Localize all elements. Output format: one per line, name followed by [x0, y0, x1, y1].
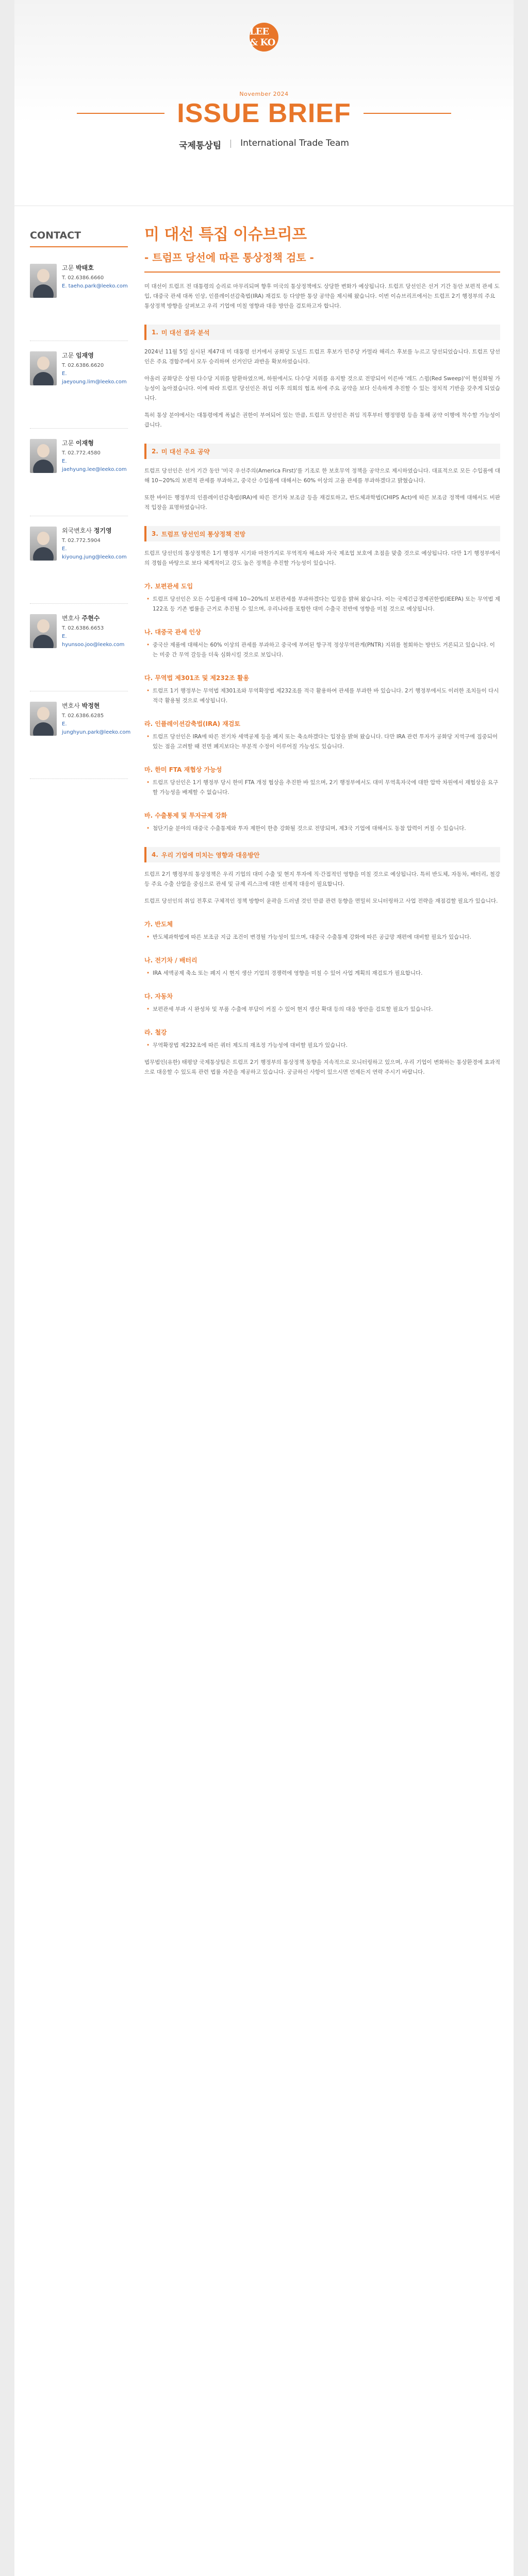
- contact-card: [30, 434, 128, 516]
- contact-person: 정기영: [93, 527, 112, 534]
- subsection-text: • 트럼프 당선인은 IRA에 따른 전기차 세액공제 등을 폐지 또는 축소하겠다는 입장을 밝혀 왔습니다. 다만 IRA 관련 투자가 공화당 지역구에 집중되어 있는 점을 고려할 때 전면 폐지보다는 부분적 수정이 이루어질 가능성도 있습니다.: [144, 732, 500, 752]
- section-number: 4.: [152, 851, 158, 858]
- contact-phone: T. 02.6386.6620: [62, 363, 104, 368]
- contact-list: [30, 259, 131, 779]
- section-heading: [144, 325, 500, 340]
- contact-phone: T. 02.6386.6660: [62, 275, 104, 281]
- section-paragraph: 특히 통상 분야에서는 대통령에게 폭넓은 권한이 부여되어 있는 만큼, 트럼프 당선인은 취임 직후부터 행정명령 등을 통해 공약 이행에 착수할 가능성이 큽니다.: [144, 412, 500, 428]
- subsection-heading: 나. 대중국 관세 인상: [144, 629, 201, 636]
- contact-card: [30, 521, 128, 604]
- section-paragraph: 트럼프 당선인의 통상정책은 1기 행정부 시기와 마찬가지로 무역적자 해소와 자국 제조업 보호에 초점을 맞출 것으로 예상됩니다. 다만 1기 행정부에서의 경험을 바탕으로 보다 체계적이고 강도 높은 정책을 추진할 가능성이 있습니다.: [144, 550, 500, 566]
- contact-photo: [30, 351, 57, 385]
- subsection-heading: 다. 무역법 제301조 및 제232조 활용: [144, 674, 250, 682]
- contact-photo: [30, 264, 57, 298]
- contact-email[interactable]: E. taeho.park@leeko.com: [62, 283, 128, 289]
- contact-photo: [30, 527, 57, 561]
- contact-name: [62, 351, 128, 360]
- subsection-text: • 무역확장법 제232조에 따른 쿼터 제도의 재조정 가능성에 대비할 필요가 있습니다.: [144, 1041, 500, 1050]
- team-name-kr: 국제통상팀: [179, 141, 222, 151]
- contact-card: [30, 609, 128, 691]
- contact-card: [30, 346, 128, 429]
- contact-role: 외국변호사: [62, 527, 92, 534]
- section-number: 2.: [152, 448, 158, 455]
- contact-name: [62, 527, 128, 535]
- contact-role: 고문: [62, 264, 74, 272]
- article-subtitle: - 트럼프 당선에 따른 통상정책 검토 -: [144, 249, 500, 273]
- subsection-text: • 트럼프 1기 행정부는 무역법 제301조와 무역확장법 제232조를 적극 활용하여 관세를 부과한 바 있습니다. 2기 행정부에서도 이러한 조치들이 다시 적극 활용될 것으로 예상됩니다.: [144, 686, 500, 706]
- logo-text: LEE & KO: [250, 26, 275, 48]
- contact-info: [62, 702, 130, 778]
- contact-info: [62, 439, 128, 516]
- closing-paragraph: 법무법인(유한) 태평양 국제통상팀은 트럼프 2기 행정부의 통상정책 동향을 지속적으로 모니터링하고 있으며, 우리 기업이 변화하는 통상환경에 효과적으로 대응할 수 있도록 관련 법률 자문을 제공하고 있습니다. 궁금하신 사항이 있으시면 언제든지 연락 주시기 바랍니다.: [144, 1059, 500, 1075]
- content-area: [14, 206, 514, 2576]
- subsection-text: • IRA 세액공제 축소 또는 폐지 시 현지 생산 기업의 경쟁력에 영향을 미칠 수 있어 사업 계획의 재검토가 필요합니다.: [144, 969, 500, 978]
- contact-email[interactable]: E. jaehyung.lee@leeko.com: [62, 459, 127, 472]
- contact-name: [62, 264, 128, 272]
- section-heading: [144, 847, 500, 862]
- team-subtitle: [14, 138, 514, 151]
- contact-email[interactable]: E. hyunsoo.joo@leeko.com: [62, 634, 125, 648]
- subsection-heading: 다. 자동차: [144, 993, 173, 1000]
- subsection-heading: 가. 보편관세 도입: [144, 583, 193, 590]
- subsection-text: • 반도체과학법에 따른 보조금 지급 조건이 변경될 가능성이 있으며, 대중국 수출통제 강화에 따른 공급망 재편에 대비할 필요가 있습니다.: [144, 933, 500, 942]
- contact-person: 이재형: [76, 439, 94, 447]
- newsletter: [14, 0, 514, 2576]
- contact-phone: T. 02.6386.6653: [62, 625, 104, 631]
- subsection-text: • 중국산 제품에 대해서는 60% 이상의 관세를 부과하고 중국에 부여된 항구적 정상무역관계(PNTR) 지위를 철회하는 방안도 거론되고 있습니다. 이는 미중 간 무역 갈등을 더욱 심화시킬 것으로 보입니다.: [144, 640, 500, 660]
- article-title: 미 대선 특집 이슈브리프: [144, 226, 307, 244]
- contact-photo: [30, 702, 57, 736]
- subtitle-divider: [230, 140, 231, 148]
- contact-name: [62, 439, 128, 447]
- section-title: 트럼프 당선인의 통상정책 전망: [161, 530, 246, 538]
- contact-title: CONTACT: [30, 230, 128, 247]
- contact-email[interactable]: E. kiyoung.jung@leeko.com: [62, 546, 127, 560]
- contact-phone: T. 02.6386.6285: [62, 713, 104, 719]
- section-paragraph: 아울러 공화당은 상원 다수당 지위를 탈환하였으며, 하원에서도 다수당 지위를 유지할 것으로 전망되어 이른바 '레드 스윕(Red Sweep)'이 현실화될 가능성이 높아졌습니다. 이에 따라 트럼프 당선인은 취임 이후 의회의 협조 하에 주요 공약을 보다 신속하게 추진할 수 있는 정치적 기반을 갖추게 되었습니다.: [144, 376, 500, 401]
- section-paragraph: 2024년 11월 5일 실시된 제47대 미 대통령 선거에서 공화당 도널드 트럼프 후보가 민주당 카멀라 해리스 후보를 누르고 당선되었습니다. 트럼프 당선인은 주요 경합주에서 모두 승리하며 선거인단 과반을 확보하였습니다.: [144, 349, 500, 365]
- section-paragraph: 트럼프 2기 행정부의 통상정책은 우리 기업의 대미 수출 및 현지 투자에 직·간접적인 영향을 미칠 것으로 예상됩니다. 특히 반도체, 자동차, 배터리, 철강 등 주요 수출 산업을 중심으로 관세 및 규제 리스크에 대한 선제적 대응이 필요합니다.: [144, 871, 500, 887]
- section-title: 미 대선 주요 공약: [161, 448, 210, 455]
- contact-name: [62, 702, 130, 710]
- contact-email[interactable]: E. jaeyoung.lim@leeko.com: [62, 371, 127, 385]
- subsection-heading: 라. 인플레이션감축법(IRA) 재검토: [144, 720, 240, 727]
- contact-card: [30, 259, 128, 341]
- section-number: 1.: [152, 329, 158, 336]
- team-name-en: International Trade Team: [240, 138, 349, 148]
- contact-photo: [30, 439, 57, 473]
- contact-person: 주현수: [81, 615, 100, 622]
- header: [14, 0, 514, 206]
- contact-role: 변호사: [62, 615, 80, 622]
- subsection-heading: 가. 반도체: [144, 921, 173, 928]
- section-title: 우리 기업에 미치는 영향과 대응방안: [161, 851, 260, 859]
- title-line-right: [364, 113, 451, 114]
- contact-person: 임재영: [76, 352, 94, 359]
- section-heading: [144, 444, 500, 459]
- contact-sidebar: [30, 230, 131, 784]
- contact-role: 고문: [62, 352, 74, 359]
- firm-logo: [250, 23, 278, 52]
- contact-info: [62, 527, 128, 603]
- contact-photo: [30, 614, 57, 648]
- subsection-heading: 마. 한미 FTA 재협상 가능성: [144, 766, 222, 773]
- contact-person: 박태호: [76, 264, 94, 272]
- subsection-text: • 트럼프 당선인은 1기 행정부 당시 한미 FTA 개정 협상을 추진한 바 있으며, 2기 행정부에서도 대미 무역흑자국에 대한 압박 차원에서 재협상을 요구할 가능성을 배제할 수 없습니다.: [144, 778, 500, 798]
- article: [144, 222, 500, 1077]
- contact-role: 고문: [62, 439, 74, 447]
- section-paragraph: 트럼프 당선인의 취임 전후로 구체적인 정책 방향이 윤곽을 드러낼 것인 만큼 관련 동향을 면밀히 모니터링하고 사업 전략을 재점검할 필요가 있습니다.: [144, 898, 498, 904]
- contact-name: [62, 614, 128, 622]
- section-title: 미 대선 결과 분석: [161, 329, 210, 336]
- article-lead: 미 대선이 트럼프 전 대통령의 승리로 마무리되며 향후 미국의 통상정책에도 상당한 변화가 예상됩니다. 트럼프 당선인은 선거 기간 동안 보편적 관세 도입, 대중국 관세 대폭 인상, 인플레이션감축법(IRA) 재검토 등 다양한 통상 공약을 제시해 왔습니다. 이번 이슈브리프에서는 트럼프 2기 행정부의 주요 통상정책 방향을 살펴보고 우리 기업에 미칠 영향과 대응 방안을 검토하고자 합니다.: [144, 283, 500, 309]
- section-number: 3.: [152, 530, 158, 537]
- contact-info: [62, 264, 128, 341]
- contact-phone: T. 02.772.5904: [62, 538, 101, 544]
- contact-info: [62, 351, 128, 428]
- section-paragraph: 트럼프 당선인은 선거 기간 동안 '미국 우선주의(America First)'를 기조로 한 보호무역 정책을 공약으로 제시하였습니다. 대표적으로 모든 수입품에 대해 10~20%의 보편적 관세를 부과하고, 중국산 수입품에 대해서는 60% 이상의 고율 관세를 부과하겠다고 밝혔습니다.: [144, 468, 500, 484]
- title-row: [14, 98, 514, 129]
- subsection-text: • 첨단기술 분야의 대중국 수출통제와 투자 제한이 한층 강화될 것으로 전망되며, 제3국 기업에 대해서도 동참 압력이 커질 수 있습니다.: [144, 824, 500, 834]
- section-paragraph: 또한 바이든 행정부의 인플레이션감축법(IRA)에 따른 전기차 보조금 등을 재검토하고, 반도체과학법(CHIPS Act)에 따른 보조금 정책에 대해서도 비판적 입장을 표명하였습니다.: [144, 495, 500, 511]
- contact-phone: T. 02.772.4580: [62, 450, 101, 456]
- contact-person: 박정현: [81, 702, 100, 709]
- subsection-text: • 보편관세 부과 시 완성차 및 부품 수출에 부담이 커질 수 있어 현지 생산 확대 등의 대응 방안을 검토할 필요가 있습니다.: [144, 1005, 500, 1014]
- contact-email[interactable]: E. junghyun.park@leeko.com: [62, 721, 131, 735]
- contact-info: [62, 614, 128, 691]
- title-line-left: [77, 113, 164, 114]
- subsection-heading: 라. 철강: [144, 1029, 167, 1036]
- section-heading: [144, 526, 500, 541]
- contact-role: 변호사: [62, 702, 80, 709]
- article-sections: [144, 325, 500, 1050]
- subsection-heading: 나. 전기차 / 배터리: [144, 957, 197, 964]
- subsection-text: • 트럼프 당선인은 모든 수입품에 대해 10~20%의 보편관세를 부과하겠다는 입장을 밝혀 왔습니다. 이는 국제긴급경제권한법(IEEPA) 또는 무역법 제122조 등 기존 법률을 근거로 추진될 수 있으며, 우리나라를 포함한 대미 수출국 전반에 영향을 미칠 것으로 예상됩니다.: [144, 595, 500, 614]
- issue-title: ISSUE BRIEF: [177, 98, 351, 128]
- issue-date: November 2024: [239, 91, 289, 97]
- subsection-heading: 바. 수출통제 및 투자규제 강화: [144, 812, 227, 819]
- contact-card: [30, 697, 131, 779]
